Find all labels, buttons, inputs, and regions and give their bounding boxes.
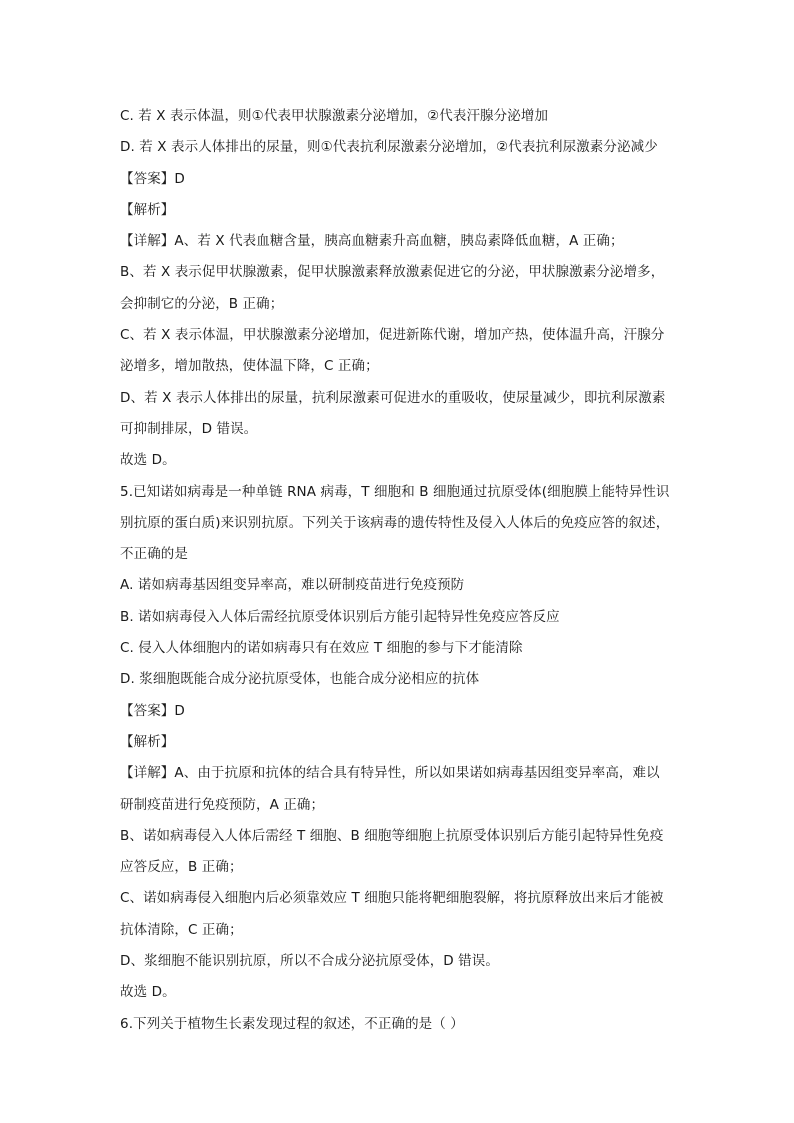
conclusion-text: 故选 D。 xyxy=(120,452,176,469)
detail-text: D、浆细胞不能识别抗原，所以不合成分泌抗原受体，D 错误。 xyxy=(120,953,499,970)
detail-text: 泌增多，增加散热，使体温下降，C 正确； xyxy=(120,358,379,375)
option-b-text: B. 诺如病毒侵入人体后需经抗原受体识别后方能引起特异性免疫应答反应 xyxy=(120,608,560,625)
detail-text: 会抑制它的分泌，B 正确； xyxy=(120,295,284,312)
conclusion-text: 故选 D。 xyxy=(120,984,176,1001)
document-body xyxy=(120,101,680,1040)
detail-text: 可抑制排尿，D 错误。 xyxy=(120,420,258,437)
option-c-text: C. 侵入人体细胞内的诺如病毒只有在效应 T 细胞的参与下才能清除 xyxy=(120,640,523,657)
detail-text: D、若 X 表示人体排出的尿量，抗利尿激素可促进水的重吸收，使尿量减少，即抗利尿激素 xyxy=(120,389,666,406)
detail-text: B、诺如病毒侵入人体后需经 T 细胞、B 细胞等细胞上抗原受体识别后方能引起特异性免疫 xyxy=(120,827,664,844)
detail-text: 【详解】A、由于抗原和抗体的结合具有特异性，所以如果诺如病毒基因组变异率高，难以 xyxy=(120,765,660,782)
answer-label: 【答案】D xyxy=(120,702,185,719)
analysis-label: 【解析】 xyxy=(120,201,175,218)
detail-text: 【详解】A、若 X 代表血糖含量，胰高血糖素升高血糖，胰岛素降低血糖，A 正确； xyxy=(120,233,624,250)
answer-label: 【答案】D xyxy=(120,170,185,187)
detail-text: C、诺如病毒侵入细胞内后必须靠效应 T 细胞只能将靶细胞裂解，将抗原释放出来后才能被 xyxy=(120,890,664,907)
question-5-text: 别抗原的蛋白质)来识别抗原。下列关于该病毒的遗传特性及侵入人体后的免疫应答的叙述， xyxy=(120,514,670,531)
option-c-text: C. 若 X 表示体温，则①代表甲状腺激素分泌增加，②代表汗腺分泌增加 xyxy=(120,108,549,124)
analysis-label: 【解析】 xyxy=(120,733,175,750)
detail-text: C、若 X 表示体温，甲状腺激素分泌增加，促进新陈代谢，增加产热，使体温升高，汗腺分 xyxy=(120,327,665,344)
question-6-text: 6.下列关于植物生长素发现过程的叙述，不正确的是（ ） xyxy=(120,1015,464,1032)
question-5-text: 5.已知诺如病毒是一种单链 RNA 病毒，T 细胞和 B 细胞通过抗原受体(细胞膜上能特异性识 xyxy=(120,483,670,500)
detail-text: 应答反应，B 正确； xyxy=(120,859,243,876)
option-a-text: A. 诺如病毒基因组变异率高，难以研制疫苗进行免疫预防 xyxy=(120,577,465,594)
detail-text: B、若 X 表示促甲状腺激素，促甲状腺激素释放激素促进它的分泌，甲状腺激素分泌增多， xyxy=(120,264,665,281)
detail-text: 抗体清除，C 正确； xyxy=(120,921,243,938)
detail-text: 研制疫苗进行免疫预防，A 正确； xyxy=(120,796,325,813)
question-5-text: 不正确的是 xyxy=(120,546,188,563)
option-d-text: D. 浆细胞既能合成分泌抗原受体，也能合成分泌相应的抗体 xyxy=(120,671,480,688)
option-d-text: D. 若 X 表示人体排出的尿量，则①代表抗利尿激素分泌增加，②代表抗利尿激素分泌减少 xyxy=(120,139,658,156)
